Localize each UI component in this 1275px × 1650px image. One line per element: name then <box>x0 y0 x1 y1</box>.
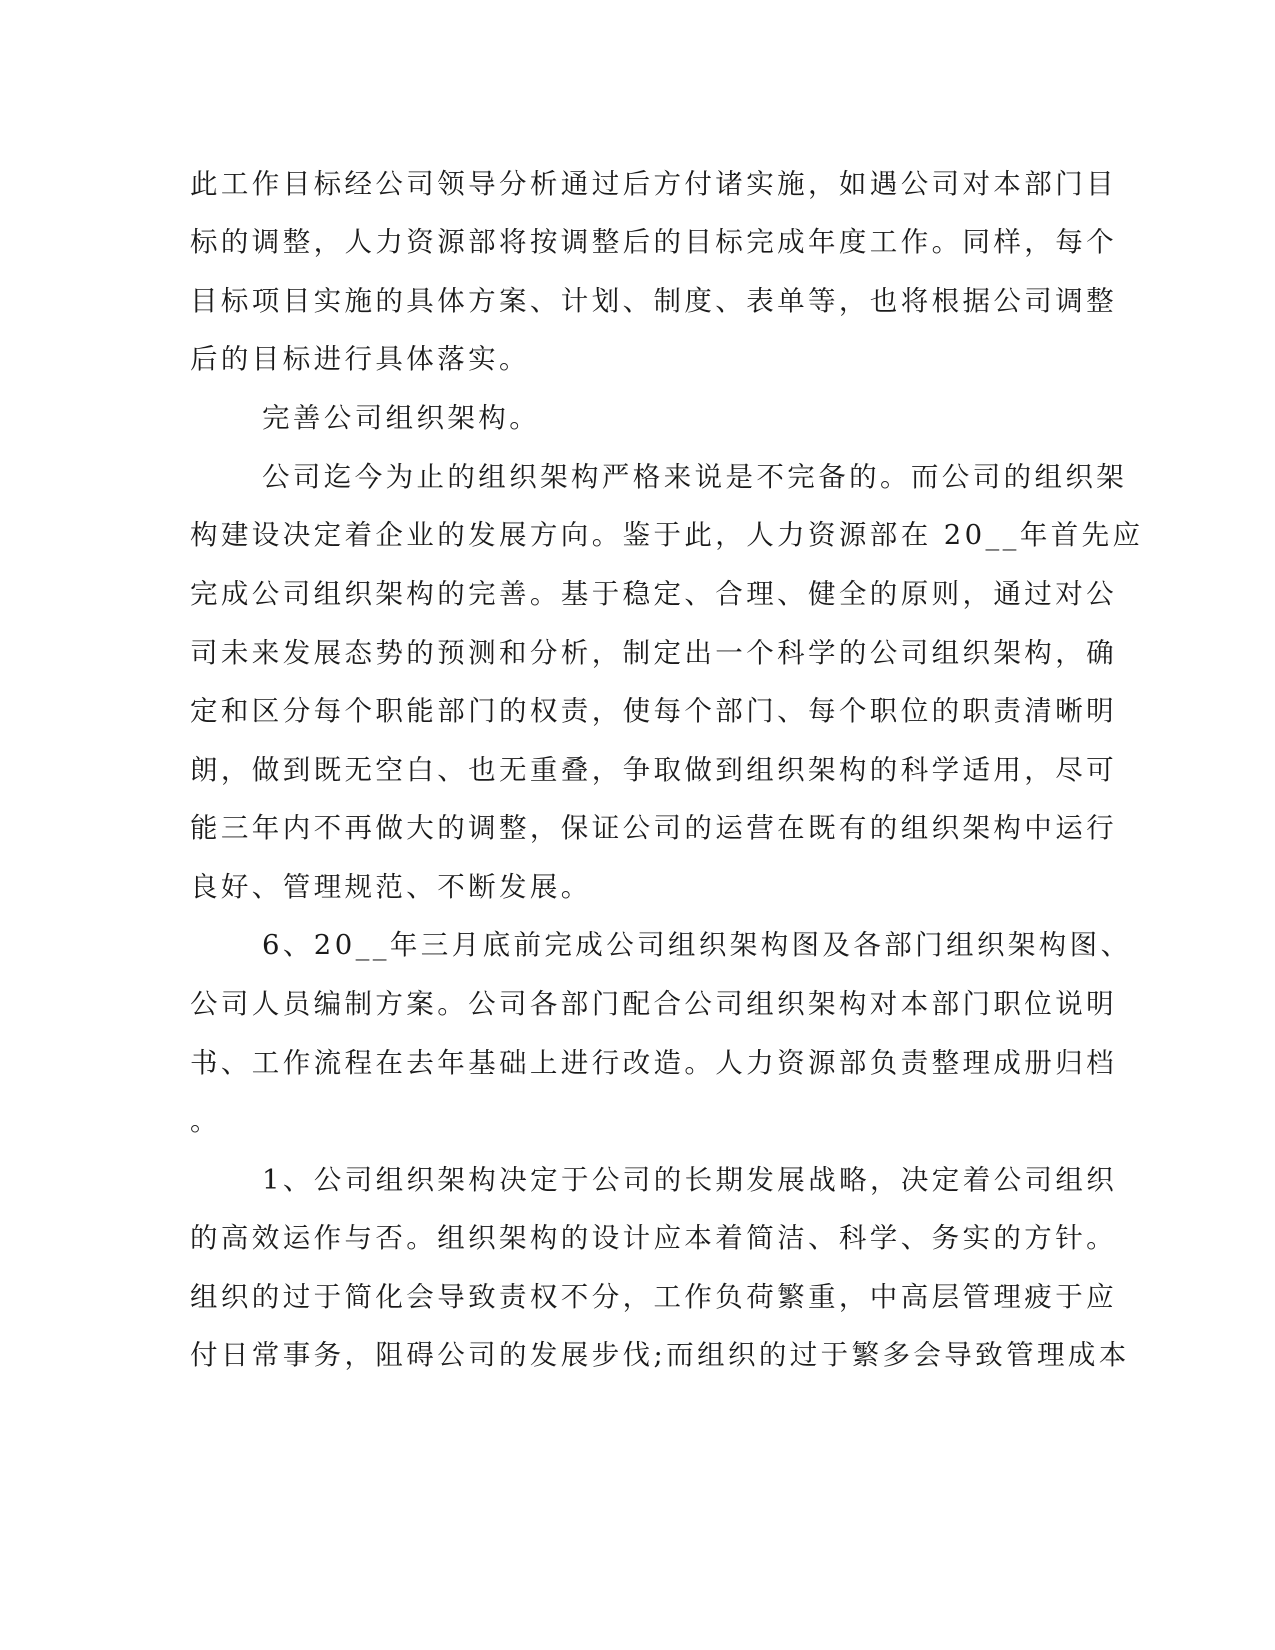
paragraph-line: 组织的过于简化会导致责权不分，工作负荷繁重，中高层管理疲于应 <box>190 1281 1117 1313</box>
paragraph-line: 付日常事务，阻碍公司的发展步伐;而组织的过于繁多会导致管理成本 <box>190 1339 1130 1371</box>
paragraph-line: 标的调整，人力资源部将按调整后的目标完成年度工作。同样，每个 <box>190 226 1117 258</box>
paragraph-line: 构建设决定着企业的发展方向。鉴于此，人力资源部在 20__年首先应 <box>190 519 1144 551</box>
paragraph-line: 公司迄今为止的组织架构严格来说是不完备的。而公司的组织架 <box>262 461 1128 493</box>
paragraph-line: 1、公司组织架构决定于公司的长期发展战略，决定着公司组织 <box>262 1164 1118 1196</box>
section-heading: 完善公司组织架构。 <box>262 402 541 434</box>
paragraph-line: 的高效运作与否。组织架构的设计应本着简洁、科学、务实的方针。 <box>190 1222 1117 1254</box>
paragraph-line: 良好、管理规范、不断发展。 <box>190 871 592 903</box>
paragraph-line: 定和区分每个职能部门的权责，使每个部门、每个职位的职责清晰明 <box>190 695 1117 727</box>
paragraph-line: 此工作目标经公司领导分析通过后方付诸实施，如遇公司对本部门目 <box>190 168 1117 200</box>
paragraph-line: 。 <box>190 1105 221 1137</box>
paragraph-line: 书、工作流程在去年基础上进行改造。人力资源部负责整理成册归档 <box>190 1047 1117 1079</box>
paragraph-line: 后的目标进行具体落实。 <box>190 343 530 375</box>
paragraph-line: 6、20__年三月底前完成公司组织架构图及各部门组织架构图、 <box>262 929 1132 961</box>
paragraph-line: 司未来发展态势的预测和分析，制定出一个科学的公司组织架构，确 <box>190 637 1117 669</box>
paragraph-line: 朗，做到既无空白、也无重叠，争取做到组织架构的科学适用，尽可 <box>190 754 1117 786</box>
paragraph-line: 目标项目实施的具体方案、计划、制度、表单等，也将根据公司调整 <box>190 285 1117 317</box>
paragraph-line: 能三年内不再做大的调整，保证公司的运营在既有的组织架构中运行 <box>190 812 1117 844</box>
paragraph-line: 公司人员编制方案。公司各部门配合公司组织架构对本部门职位说明 <box>190 988 1117 1020</box>
paragraph-line: 完成公司组织架构的完善。基于稳定、合理、健全的原则，通过对公 <box>190 578 1117 610</box>
